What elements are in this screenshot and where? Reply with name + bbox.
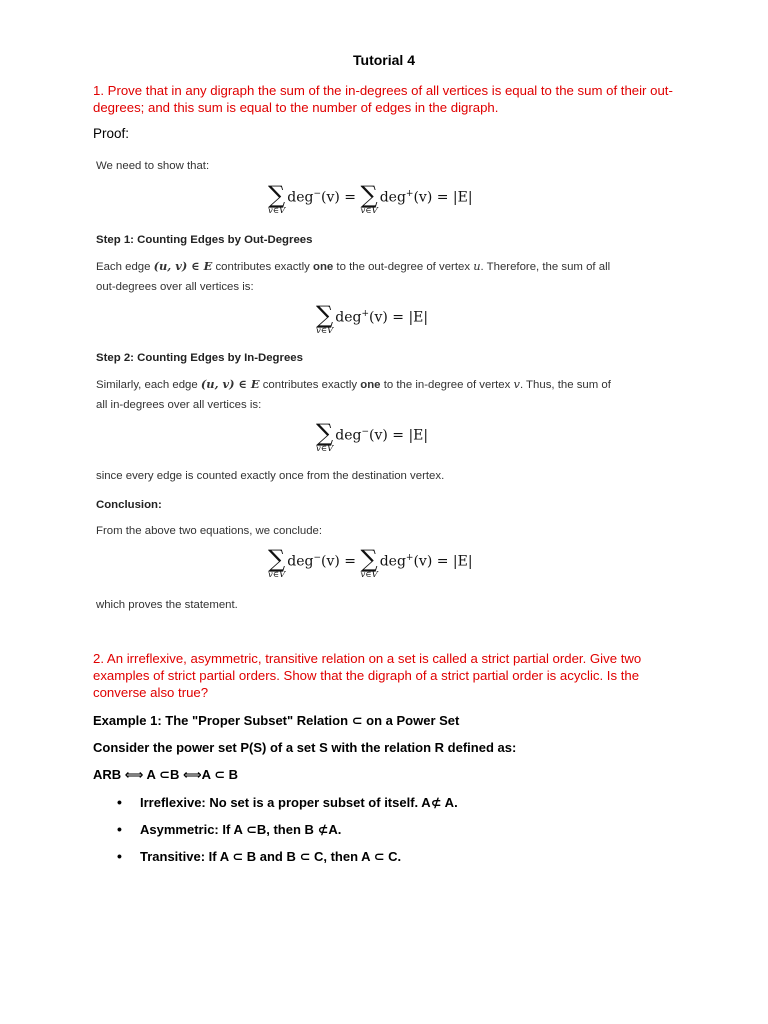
conclusion-after: which proves the statement. xyxy=(96,599,238,611)
summation-symbol: ∑ v∈V xyxy=(268,181,286,216)
equation-step2: ∑ v∈V deg−(v) = |E| xyxy=(316,419,429,454)
question-1: 1. Prove that in any digraph the sum of the in-degrees of all vertices is equal to the sum of their out-degrees; and this sum is equal to the number of edges in the digraph. xyxy=(93,83,673,115)
relation-definition: ARB ⟺ A ⊂B ⟺A ⊂ B xyxy=(93,767,238,782)
step1-heading: Step 1: Counting Edges by Out-Degrees xyxy=(96,234,313,246)
step2-heading: Step 2: Counting Edges by In-Degrees xyxy=(96,352,303,364)
conclusion-heading: Conclusion: xyxy=(96,499,162,511)
summation-symbol: ∑ v∈V xyxy=(360,181,378,216)
list-item: • Irreflexive: No set is a proper subset of itself. A⊄ A. xyxy=(93,795,713,822)
conclusion-text: From the above two equations, we conclude: xyxy=(96,525,323,537)
consider-text: Consider the power set P(S) of a set S with the relation R defined as: xyxy=(93,740,517,755)
summation-symbol: ∑ v∈V xyxy=(316,419,334,454)
step2-text: Similarly, each edge (u, v) ∈ E contributes exactly one to the in-degree of vertex v. Thus, the sum of all in-degrees over all vertices is: xyxy=(96,377,611,411)
need-to-show-text: We need to show that: xyxy=(96,160,210,172)
equation-main: ∑ v∈V deg−(v) = ∑ v∈V deg+(v) = |E| xyxy=(268,181,473,216)
list-item: • Transitive: If A ⊂ B and B ⊂ C, then A ⊂ C. xyxy=(93,849,713,876)
proof-label: Proof: xyxy=(93,126,130,141)
equation-conclusion: ∑ v∈V deg−(v) = ∑ v∈V deg+(v) = |E| xyxy=(268,545,473,580)
properties-list xyxy=(93,795,713,876)
list-item: • Asymmetric: If A ⊂B, then B ⊄A. xyxy=(93,822,713,849)
question-2: 2. An irreflexive, asymmetric, transitive relation on a set is called a strict partial order. Give two examples of strict partial orders. Show that the digraph of a strict partial order is acyclic. Is the converse also true? xyxy=(93,651,642,700)
step2-after: since every edge is counted exactly once from the destination vertex. xyxy=(96,470,445,482)
page-title: Tutorial 4 xyxy=(353,52,415,68)
summation-symbol: ∑ v∈V xyxy=(268,545,286,580)
equation-step1: ∑ v∈V deg+(v) = |E| xyxy=(316,301,429,336)
summation-symbol: ∑ v∈V xyxy=(360,545,378,580)
example1-title: Example 1: The "Proper Subset" Relation ⊂ on a Power Set xyxy=(93,713,460,728)
step1-text: Each edge (u, v) ∈ E contributes exactly one to the out-degree of vertex u. Therefore, the sum of all out-degrees over all vertices is: xyxy=(96,259,611,293)
summation-symbol: ∑ v∈V xyxy=(316,301,334,336)
